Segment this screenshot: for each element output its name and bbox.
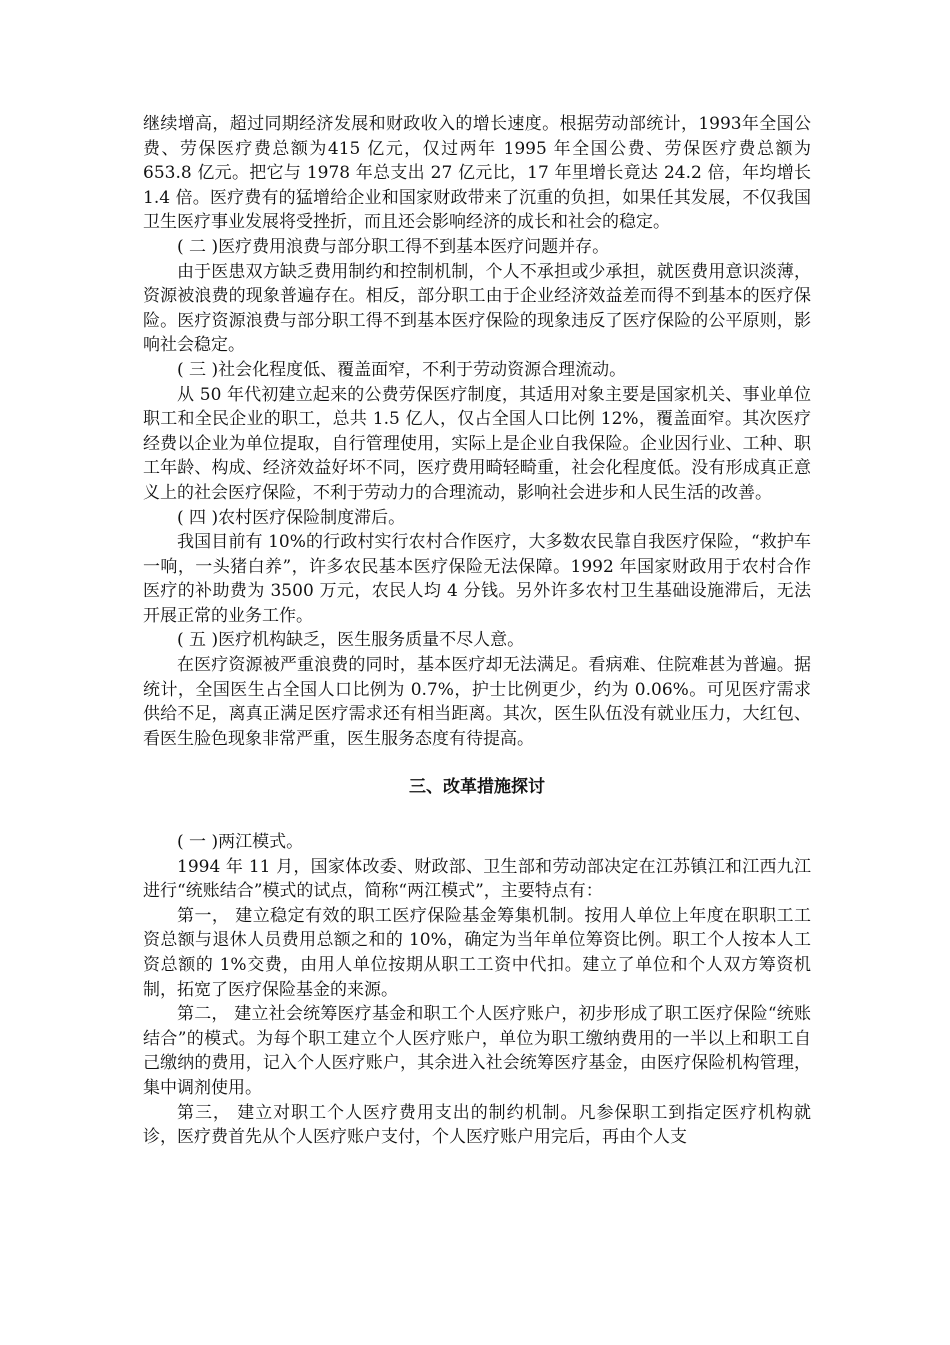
subheading-3: ( 三 )社会化程度低、覆盖面窄，不利于劳动资源合理流动。 (177, 359, 627, 380)
body-paragraph: 继续增高，超过同期经济发展和财政收入的增长速度。根据劳动部统计，1993年全国公费、劳保医疗费总额为415 亿元，仅过两年 1995 年全国公费、劳保医疗费总额为 653.8 亿元。把它与 1978 年总支出 27 亿元比，17 年里增长竟达 24.2 倍，年均增长 1.4 倍。医疗费有的猛增给企业和国家财政带来了沉重的负担，如果任其发展，不仅我国卫生医疗事业发展将受挫折，而且还会影响经济的成长和社会的稳定。 (143, 114, 811, 233)
subheading-1: ( 一 )两江模式。 (177, 832, 304, 853)
body-paragraph: 由于医患双方缺乏费用制约和控制机制，个人不承担或少承担，就医费用意识淡薄，资源被浪费的现象普遍存在。相反，部分职工由于企业经济效益差而得不到基本的医疗保险。医疗资源浪费与部分职工得不到基本医疗保险的现象违反了医疗保险的公平原则，影响社会稳定。 (143, 261, 811, 356)
subheading-4: ( 四 )农村医疗保险制度滞后。 (177, 507, 406, 528)
section-heading: 三、改革措施探讨 (409, 777, 545, 798)
body-paragraph: 从 50 年代初建立起来的公费劳保医疗制度，其适用对象主要是国家机关、事业单位职工和全民企业的职工，总共 1.5 亿人，仅占全国人口比例 12%，覆盖面窄。其次医疗经费以企业为单位提取，自行管理使用，实际上是企业自我保险。企业因行业、工种、职工年龄、构成、经济效益好坏不同，医疗费用畸轻畸重，社会化程度低。没有形成真正意义上的社会医疗保险，不利于劳动力的合理流动，影响社会进步和人民生活的改善。 (143, 384, 811, 503)
subheading-2: ( 二 )医疗费用浪费与部分职工得不到基本医疗问题并存。 (177, 236, 610, 257)
body-paragraph: 第二， 建立社会统筹医疗基金和职工个人医疗账户，初步形成了职工医疗保险“统账结合”的模式。为每个职工建立个人医疗账户，单位为职工缴纳费用的一半以上和职工自己缴纳的费用，记入个人医疗账户，其余进入社会统筹医疗基金，由医疗保险机构管理，集中调剂使用。 (143, 1004, 811, 1098)
subheading-5: ( 五 )医疗机构缺乏，医生服务质量不尽人意。 (177, 630, 525, 651)
body-paragraph: 第三， 建立对职工个人医疗费用支出的制约机制。凡参保职工到指定医疗机构就诊，医疗费首先从个人医疗账户支付，个人医疗账户用完后，再由个人支 (143, 1102, 811, 1148)
body-paragraph: 第一， 建立稳定有效的职工医疗保险基金筹集机制。按用人单位上年度在职职工工资总额与退休人员费用总额之和的 10%，确定为当年单位筹资比例。职工个人按本人工资总额的 1%交费，由用人单位按期从职工工资中代扣。建立了单位和个人双方筹资机制，拓宽了医疗保险基金的来源。 (143, 905, 811, 1000)
body-paragraph: 我国目前有 10%的行政村实行农村合作医疗，大多数农民靠自我医疗保险，“救护车一响，一头猪白养”，许多农民基本医疗保险无法保障。1992 年国家财政用于农村合作医疗的补助费为 3500 万元，农民人均 4 分钱。另外许多农村卫生基础设施滞后，无法开展正常的业务工作。 (143, 532, 811, 626)
document-page (143, 112, 811, 1150)
body-paragraph: 1994 年 11 月，国家体改委、财政部、卫生部和劳动部决定在江苏镇江和江西九江进行“统账结合”模式的试点，简称“两江模式”，主要特点有： (143, 856, 811, 902)
body-paragraph: 在医疗资源被严重浪费的同时，基本医疗却无法满足。看病难、住院难甚为普遍。据统计，全国医生占全国人口比例为 0.7%，护士比例更少，约为 0.06%。可见医疗需求供给不足，离真正满足医疗需求还有相当距离。其次，医生队伍没有就业压力，大红包、看医生脸色现象非常严重，医生服务态度有待提高。 (143, 655, 811, 749)
